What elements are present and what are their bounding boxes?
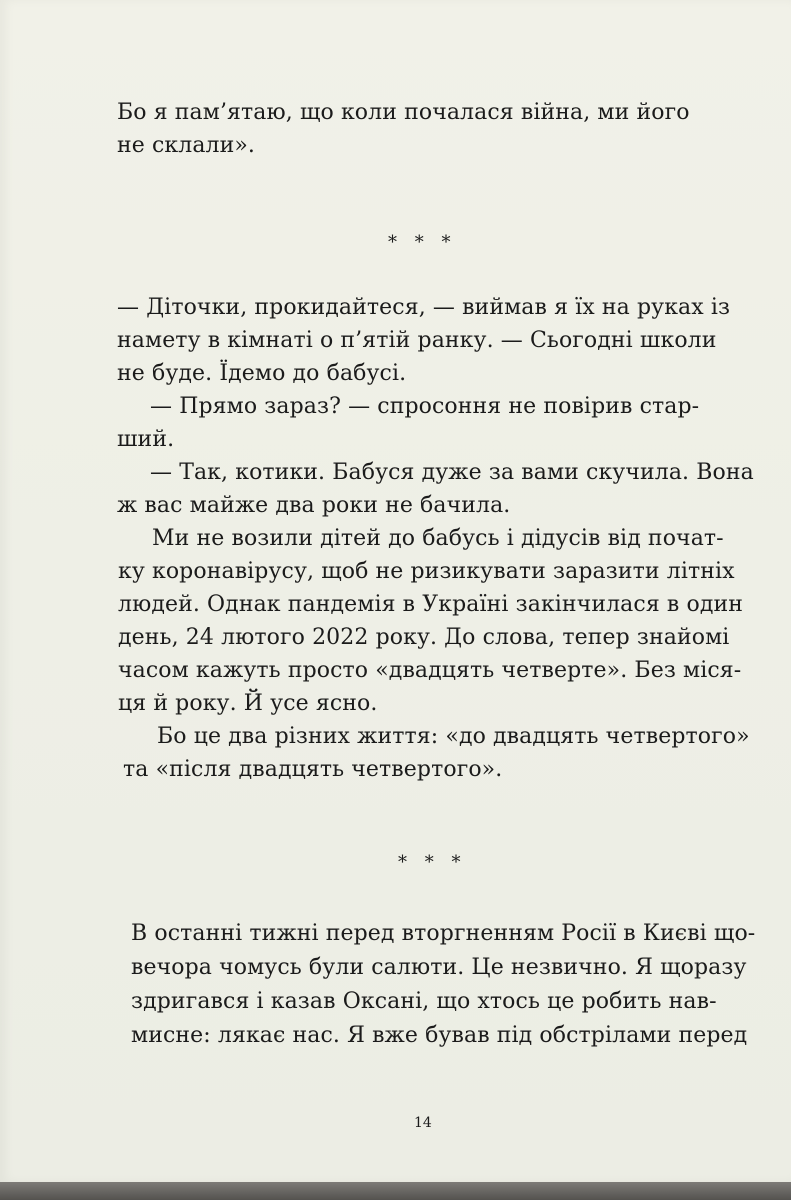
text-line: ший. bbox=[117, 427, 175, 452]
text-line: ця й року. Й усе ясно. bbox=[118, 691, 378, 716]
text-line: Бо це два різних життя: «до двадцять четвертого» bbox=[157, 724, 750, 749]
text-line: Ми не возили дітей до бабусь і дідусів від почат- bbox=[152, 526, 724, 551]
text-line: людей. Однак пандемія в Україні закінчилася в один bbox=[118, 592, 743, 617]
text-line: Бо я пам’ятаю, що коли почалася війна, ми його bbox=[117, 100, 690, 125]
text-line: не склали». bbox=[117, 133, 256, 158]
text-line: намету в кімнаті о п’ятій ранку. — Сьогодні школи bbox=[117, 328, 717, 353]
text-line: ж вас майже два роки не бачила. bbox=[117, 493, 511, 518]
text-line: мисне: лякає нас. Я вже бував під обстрілами перед bbox=[131, 1023, 748, 1048]
text-line: не буде. Їдемо до бабусі. bbox=[117, 361, 407, 386]
text-line: ку коронавірусу, щоб не ризикувати заразити літніх bbox=[118, 559, 735, 584]
text-line: — Прямо зараз? — спросоння не повірив стар- bbox=[150, 394, 700, 419]
text-line: — Так, котики. Бабуся дуже за вами скучила. Вона bbox=[150, 460, 754, 485]
text-line: день, 24 лютого 2022 року. До слова, тепер знайомі bbox=[118, 625, 730, 650]
text-line: вечора чомусь були салюти. Це незвично. Я щоразу bbox=[131, 955, 747, 980]
text-line: В останні тижні перед вторгненням Росії в Києві що- bbox=[131, 921, 756, 946]
text-line: здригався і казав Оксані, що хтось це робить нав- bbox=[131, 989, 717, 1014]
text-line: — Діточки, прокидайтеся, — виймав я їх на руках із bbox=[117, 295, 731, 320]
page-edge-shadow bbox=[0, 1182, 791, 1200]
text-line: часом кажуть просто «двадцять четверте». Без міся- bbox=[118, 658, 742, 683]
section-separator: * * * bbox=[388, 232, 457, 253]
page-number: 14 bbox=[414, 1115, 432, 1131]
section-separator: * * * bbox=[398, 852, 467, 873]
text-line: та «після двадцять четвертого». bbox=[123, 757, 503, 782]
